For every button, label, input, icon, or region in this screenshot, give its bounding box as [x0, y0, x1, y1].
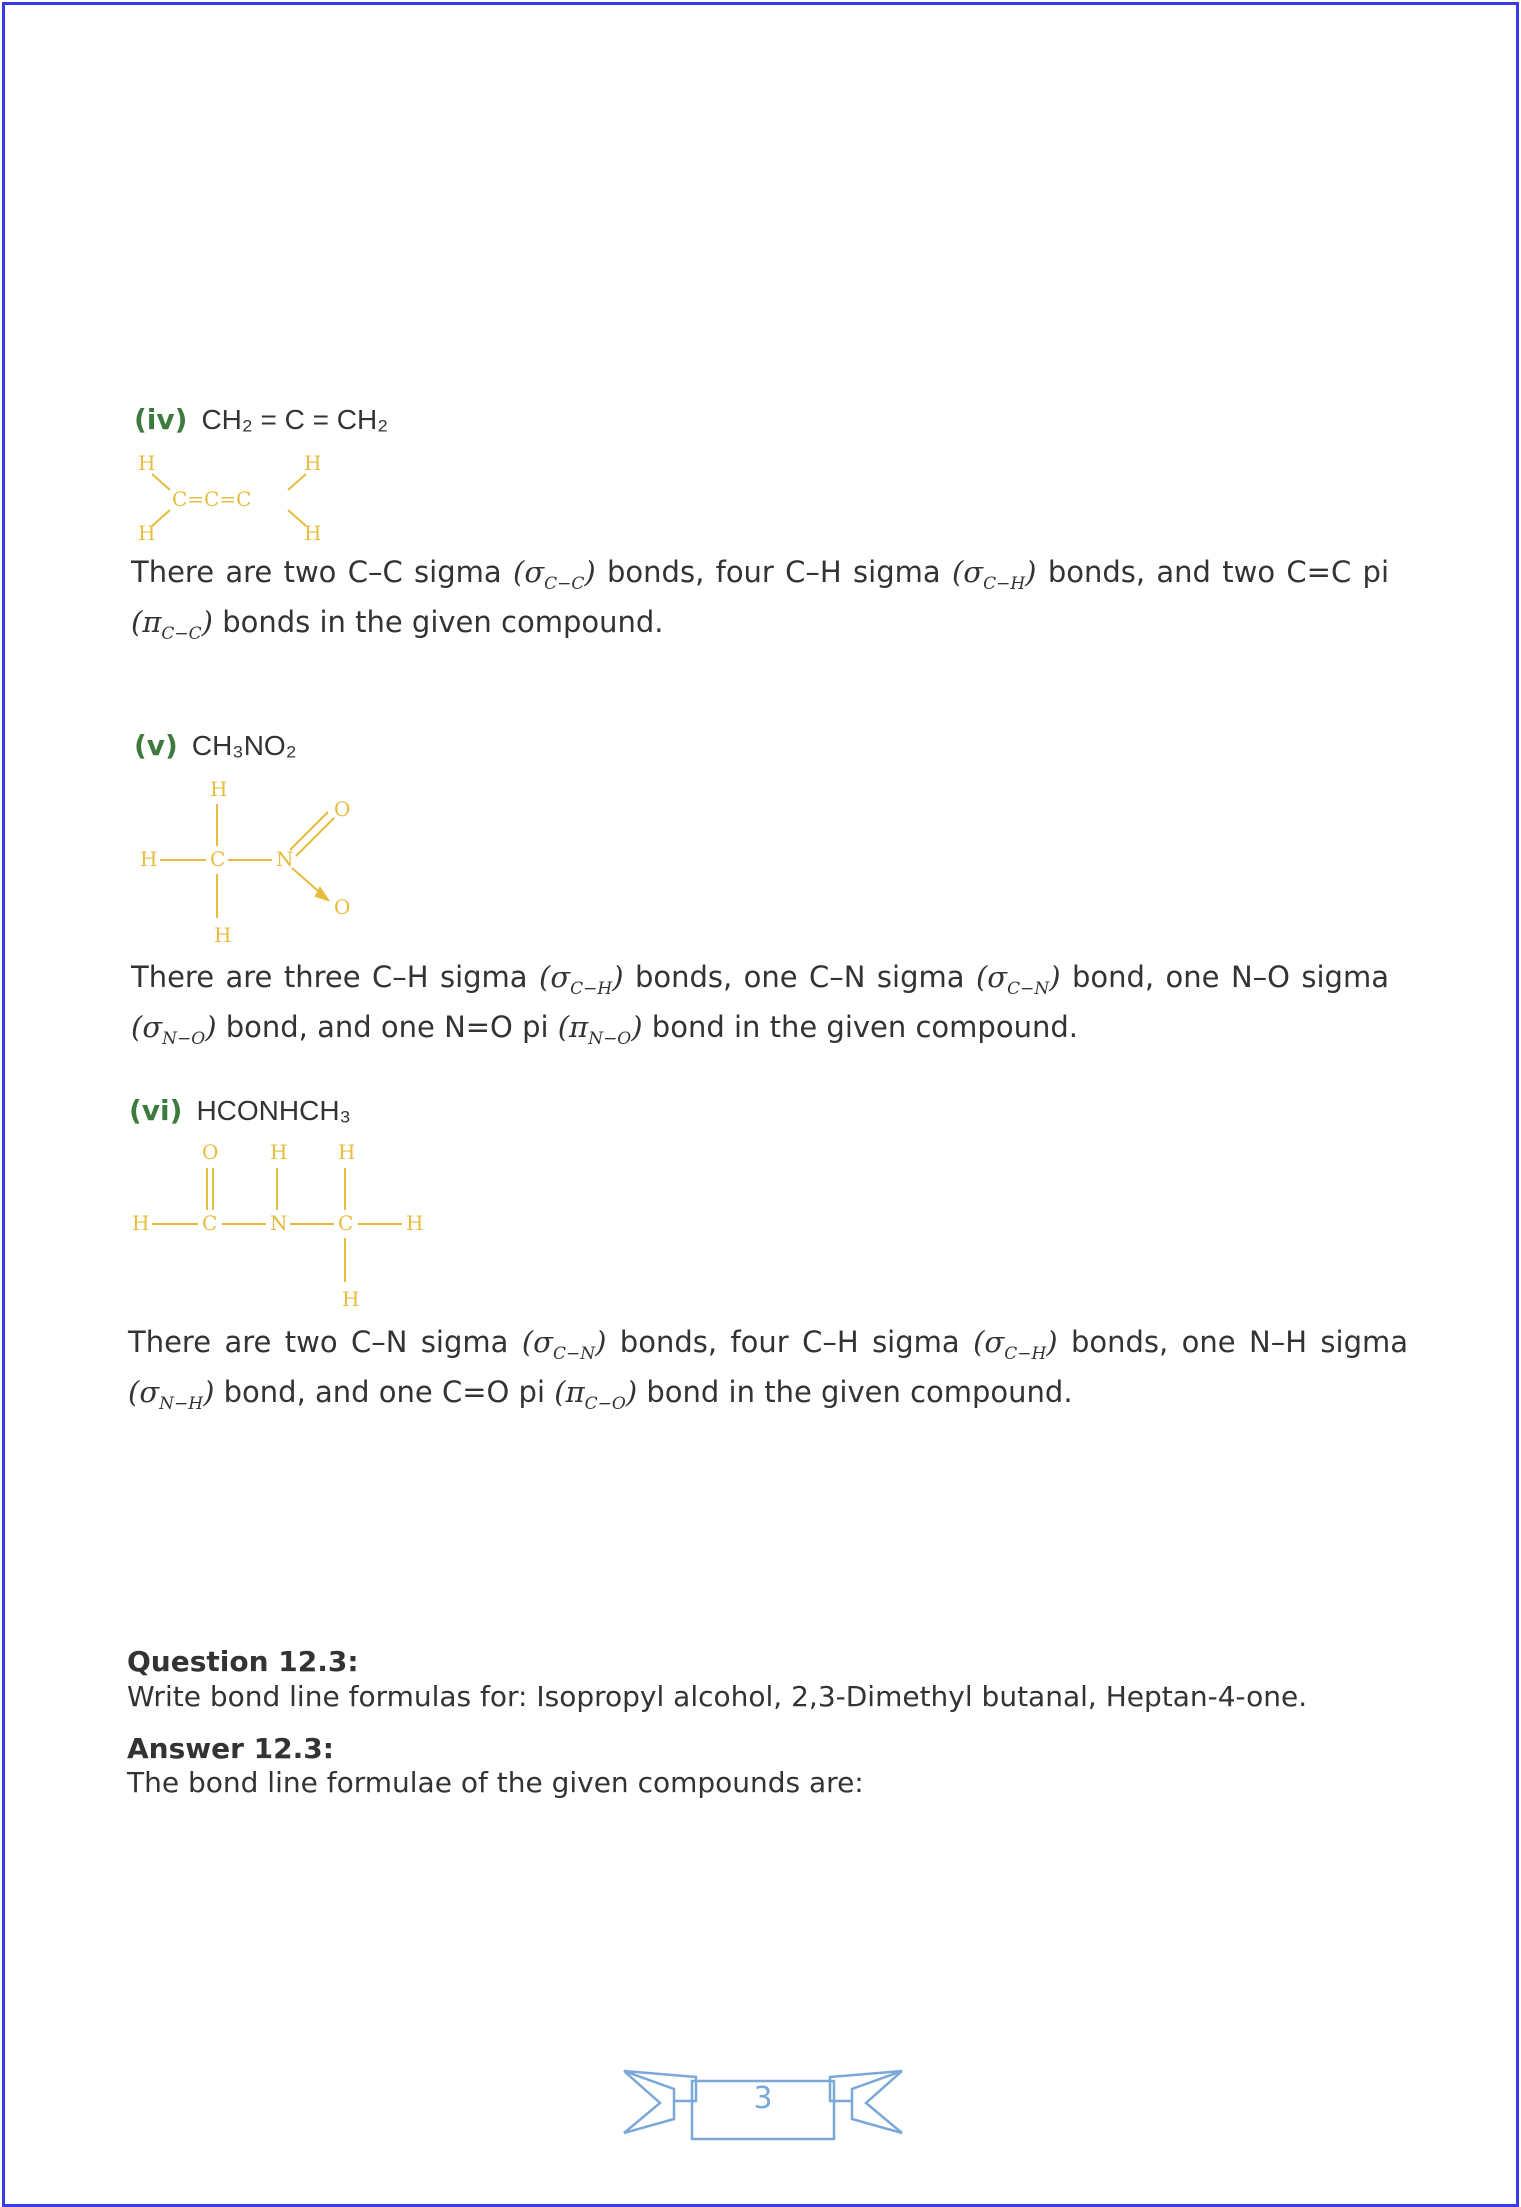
atom-h: H [406, 1211, 424, 1235]
bond [288, 510, 306, 526]
section-iv-text: There are two C–C sigma $(\sigma_{C-C})$ bonds, four C–H sigma $(\sigma_{C-H})$ bonds, and two C=C pi $(\pi_{C-C})$ bonds in the given compound. [131, 555, 1390, 644]
allene-backbone: C=C=C [172, 487, 252, 511]
atom-h: H [338, 1140, 356, 1164]
bond [152, 474, 170, 490]
section-v-label: (v) [134, 729, 178, 762]
allene-structure [130, 448, 340, 548]
section-iv-heading [134, 403, 388, 436]
section-iv-formula: CH₂ = C = CH₂ [201, 404, 389, 435]
atom-h: H [270, 1140, 288, 1164]
page-number-ribbon [620, 2065, 906, 2145]
atom-c: C [338, 1211, 354, 1235]
atom-h: H [210, 777, 228, 801]
atom-c: C [202, 1211, 218, 1235]
atom-c: C [210, 847, 226, 871]
section-v-heading [134, 729, 297, 762]
atom-o: O [202, 1140, 219, 1164]
bond [288, 474, 306, 490]
atom-h: H [214, 923, 232, 947]
bond [152, 510, 170, 526]
atom-h: H [138, 521, 156, 545]
atom-h: H [138, 451, 156, 475]
nitromethane-structure [130, 772, 370, 952]
atom-n: N [276, 847, 294, 871]
section-v-text: There are three C–H sigma $(\sigma_{C-H})$ bonds, one C–N sigma $(\sigma_{C-N})$ bond, one N–O sigma $(\sigma_{N-O})$ bond, and one N=O pi $(\pi_{N-O})$ bond in the given compound. [131, 960, 1389, 1049]
atom-o: O [334, 895, 351, 919]
section-vi-heading [129, 1094, 351, 1127]
atom-h: H [140, 847, 158, 871]
atom-o: O [334, 797, 351, 821]
section-v-formula: CH₃NO₂ [191, 730, 297, 761]
page-number: 3 [753, 2081, 773, 2116]
methylformamide-structure [126, 1134, 436, 1314]
section-vi-text: There are two C–N sigma $(\sigma_{C-N})$ bonds, four C–H sigma $(\sigma_{C-H})$ bonds, one N–H sigma $(\sigma_{N-H})$ bond, and one C=O pi $(\pi_{C-O})$ bond in the given compound. [128, 1325, 1409, 1414]
section-vi-label: (vi) [129, 1094, 183, 1127]
atom-h: H [304, 521, 322, 545]
atom-h: H [132, 1211, 150, 1235]
question-text: Write bond line formulas for: Isopropyl alcohol, 2,3-Dimethyl butanal, Heptan-4-one. [127, 1680, 1308, 1713]
atom-n: N [270, 1211, 288, 1235]
section-iv-label: (iv) [134, 403, 188, 436]
answer-label: Answer 12.3: [127, 1732, 334, 1765]
answer-text: The bond line formulae of the given compounds are: [127, 1766, 864, 1799]
atom-h: H [304, 451, 322, 475]
atom-h: H [342, 1287, 360, 1311]
section-vi-formula: HCONHCH₃ [196, 1095, 351, 1126]
question-label: Question 12.3: [127, 1645, 359, 1678]
